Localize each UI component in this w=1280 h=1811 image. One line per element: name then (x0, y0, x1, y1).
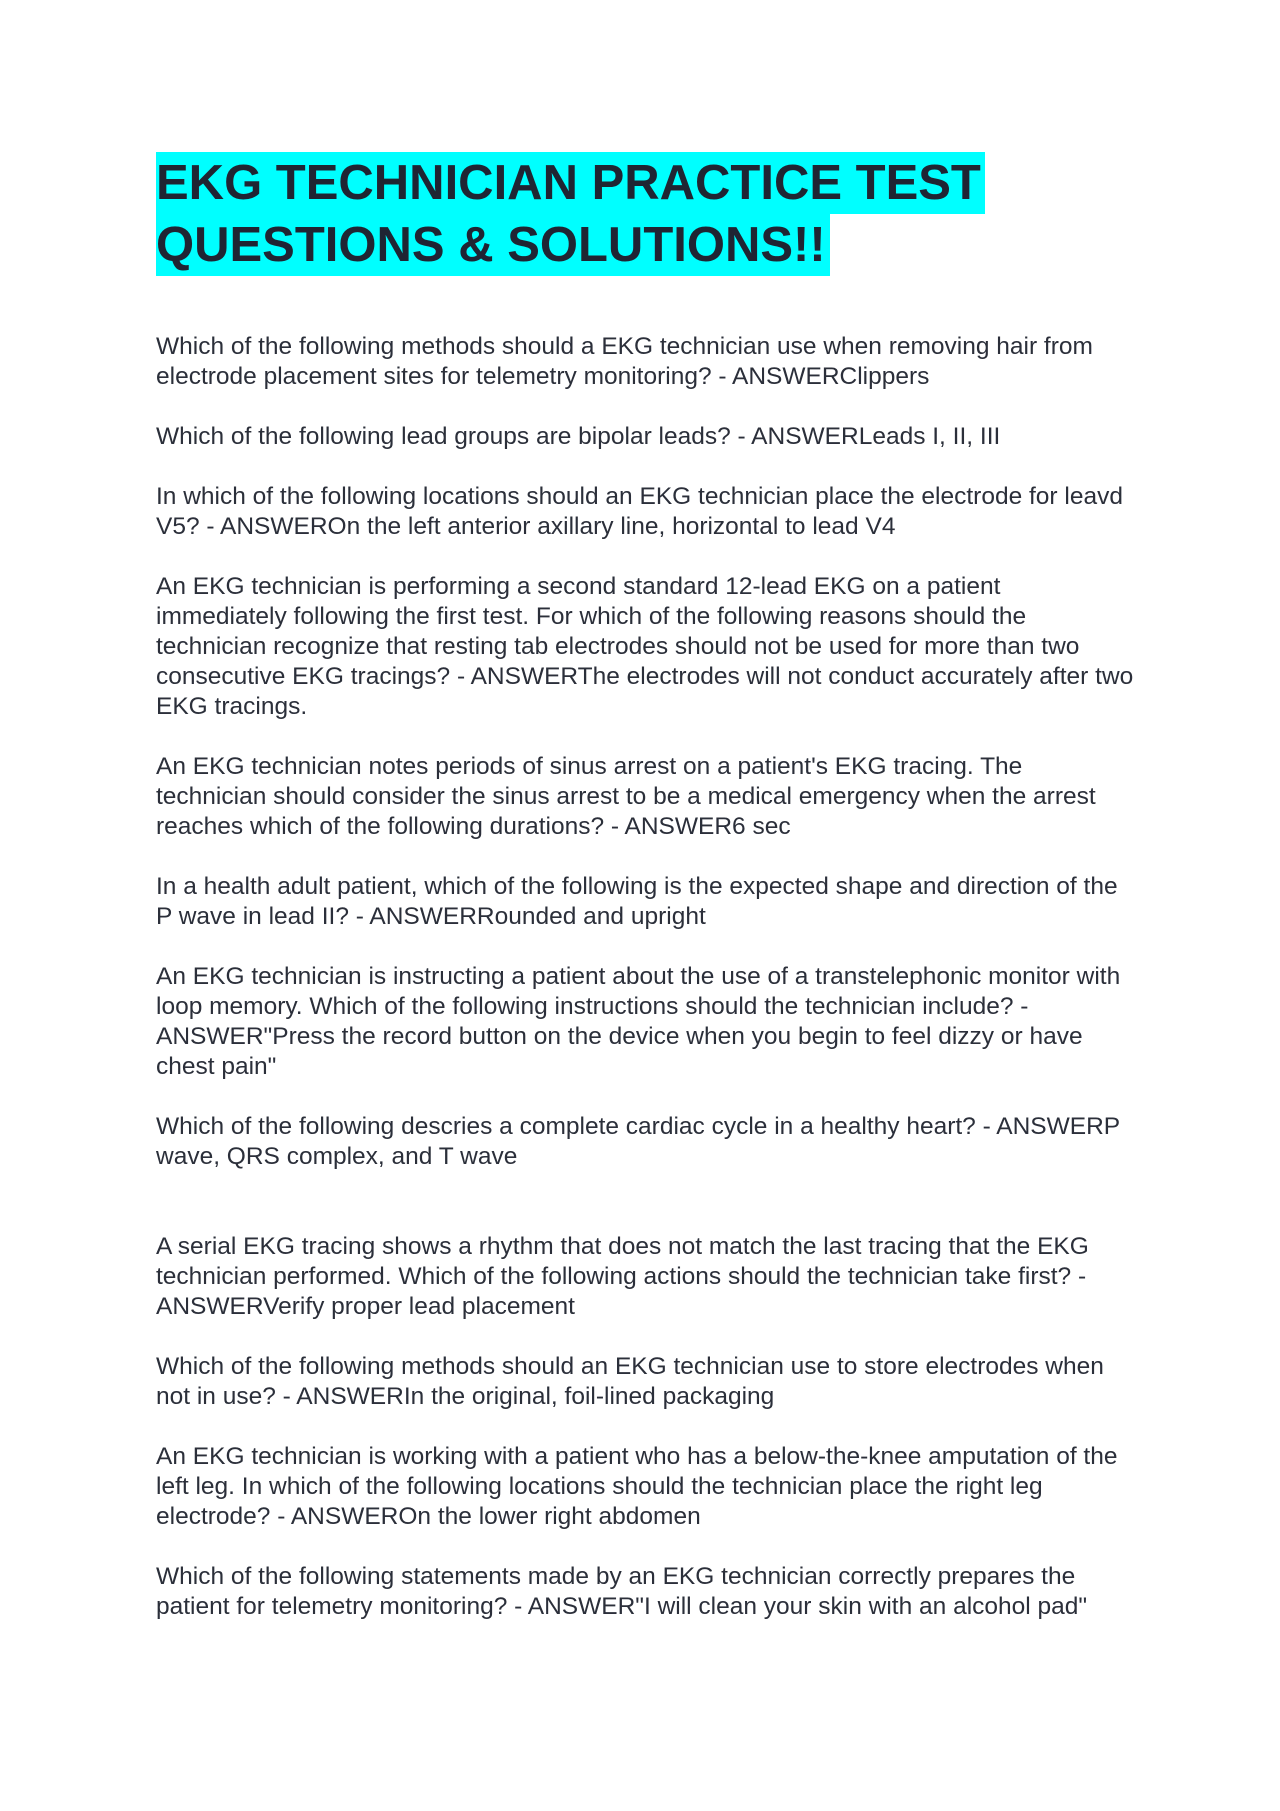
qa-item-8: Which of the following descries a complete cardiac cycle in a healthy heart? - ANSWERP wave, QRS complex, and T wave (156, 1113, 1120, 1170)
qa-item-2: Which of the following lead groups are bipolar leads? - ANSWERLeads I, II, III (156, 423, 1001, 450)
qa-item-6: In a health adult patient, which of the following is the expected shape and direction of the P wave in lead II? - ANSWERRounded and upright (156, 873, 1118, 930)
title-line-2: QUESTIONS & SOLUTIONS!! (156, 214, 830, 276)
qa-item-4: An EKG technician is performing a second standard 12-lead EKG on a patient immediately following the first test. For which of the following reasons should the technician recognize that resting tab electrodes should not be used for more than two consecutive EKG tracings? - ANSWERThe electrodes will not conduct accurately after two EKG tracings. (156, 573, 1134, 720)
title-line-1: EKG TECHNICIAN PRACTICE TEST (156, 152, 985, 214)
qa-item-5: An EKG technician notes periods of sinus arrest on a patient's EKG tracing. The technician should consider the sinus arrest to be a medical emergency when the arrest reaches which of the following durations? - ANSWER6 sec (156, 753, 1096, 840)
document-page (156, 152, 1136, 1652)
qa-list (156, 332, 1136, 1622)
document-title (156, 152, 1136, 276)
qa-item-10: Which of the following methods should an EKG technician use to store electrodes when not in use? - ANSWERIn the original, foil-lined packaging (156, 1353, 1104, 1410)
qa-item-1: Which of the following methods should a EKG technician use when removing hair from electrode placement sites for telemetry monitoring? - ANSWERClippers (156, 333, 1093, 390)
qa-item-7: An EKG technician is instructing a patient about the use of a transtelephonic monitor with loop memory. Which of the following instructions should the technician include? - ANSWER"Press the record button on the device when you begin to feel dizzy or have chest pain" (156, 963, 1121, 1080)
qa-item-12: Which of the following statements made by an EKG technician correctly prepares the patient for telemetry monitoring? - ANSWER"I will clean your skin with an alcohol pad" (156, 1563, 1088, 1620)
qa-item-9: A serial EKG tracing shows a rhythm that does not match the last tracing that the EKG technician performed. Which of the following actions should the technician take first? - ANSWERVerify proper lead placement (156, 1233, 1089, 1320)
qa-item-3: In which of the following locations should an EKG technician place the electrode for leavd V5? - ANSWEROn the left anterior axillary line, horizontal to lead V4 (156, 483, 1123, 540)
qa-item-11: An EKG technician is working with a patient who has a below-the-knee amputation of the left leg. In which of the following locations should the technician place the right leg electrode? - ANSWEROn the lower right abdomen (156, 1443, 1118, 1530)
